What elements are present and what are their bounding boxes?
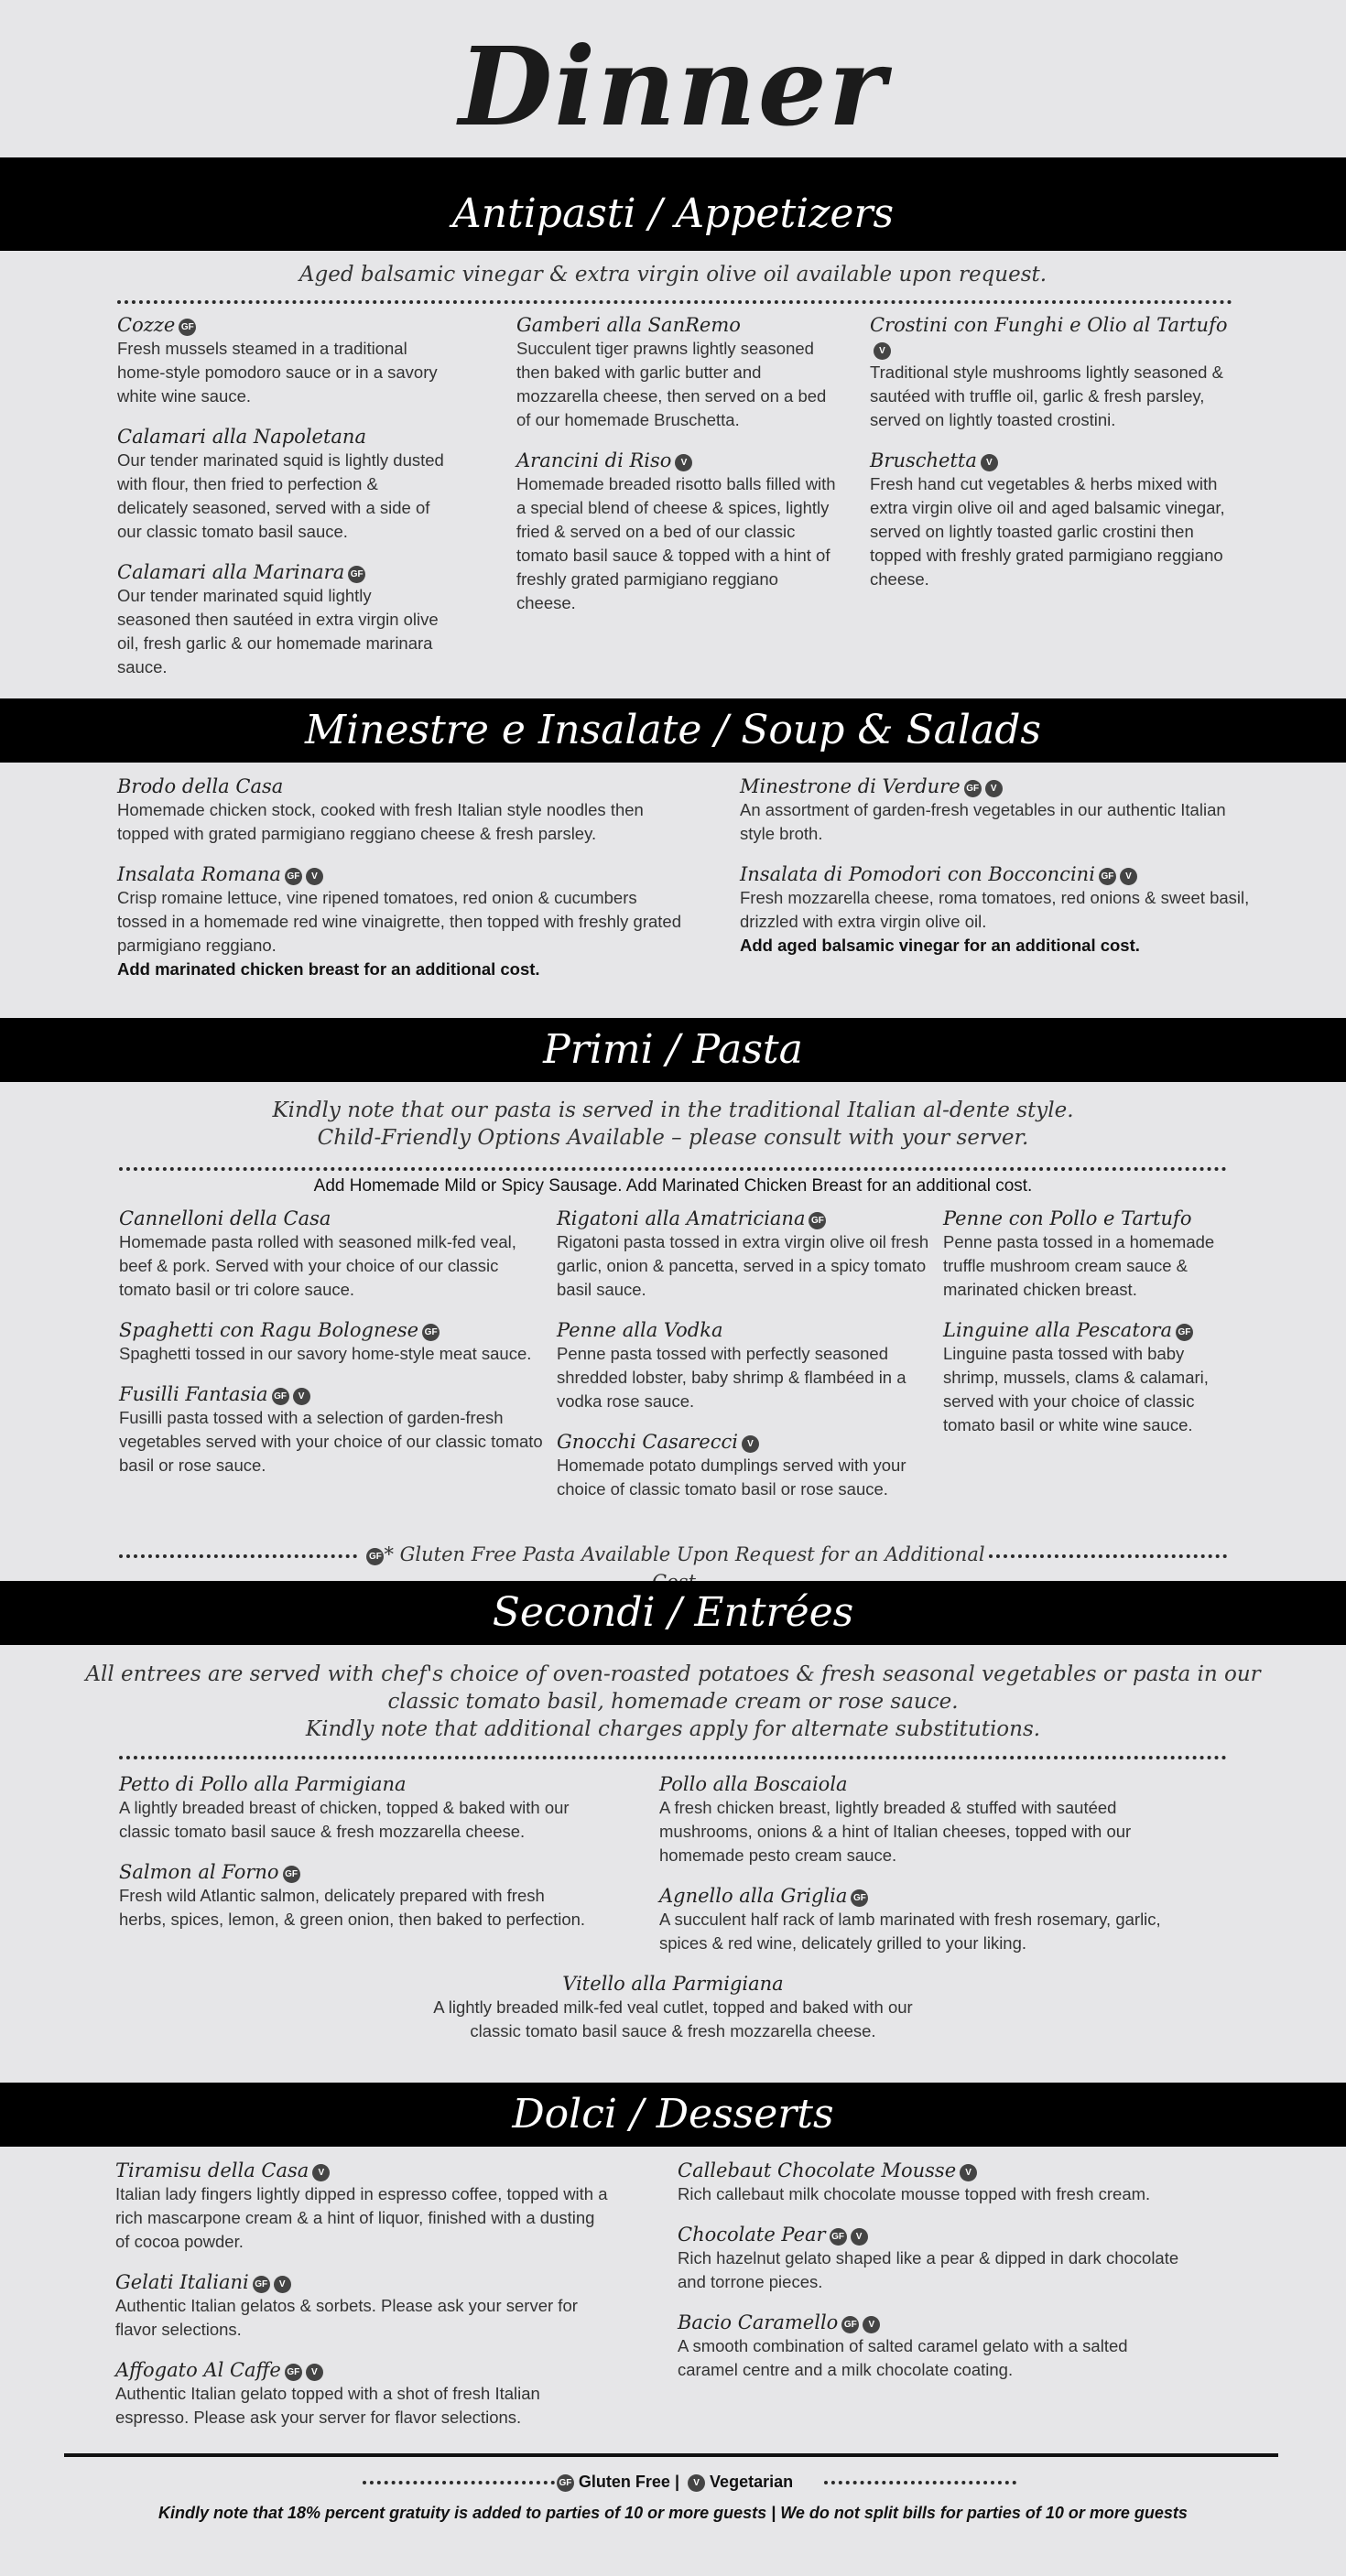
antipasti-heading: Antipasti / Appetizers — [0, 157, 1346, 251]
gluten-free-icon: GF — [253, 2276, 270, 2293]
gratuity-notice: Kindly note that 18% percent gratuity is added to parties of 10 or more guests | We do not split bills for parties of 10 or more guests — [158, 2504, 1188, 2522]
item-name: Rigatoni alla Amatriciana GF — [557, 1207, 934, 1230]
item-name: Minestrone di Verdure GF V — [740, 774, 1253, 798]
minestre-col-1 — [117, 774, 685, 998]
vegetarian-icon: V — [874, 342, 891, 360]
menu-item — [119, 1382, 549, 1477]
menu-item — [516, 313, 837, 432]
item-description: Homemade pasta rolled with seasoned milk-fed veal, beef & pork. Served with your choice of our classic tomato basil or tri colore sauce. — [119, 1232, 516, 1299]
menu-item — [115, 2270, 610, 2342]
item-name: Tiramisu della Casa V — [115, 2159, 610, 2182]
item-description: Homemade breaded risotto balls filled with a special blend of cheese & spices, lightly fried & served on a bed of our classic tomato basil sauce & topped with a hint of freshly grated parmigiano reggiano cheese. — [516, 474, 836, 612]
menu-item — [115, 2159, 610, 2254]
menu-item — [678, 2311, 1190, 2382]
item-name: Crostini con Funghi e Olio al TartufoV — [870, 313, 1236, 361]
item-description: Fresh wild Atlantic salmon, delicately prepared with fresh herbs, spices, lemon, & green onion, then baked to perfection. — [119, 1886, 586, 1929]
item-description: Rich hazelnut gelato shaped like a pear & dipped in dark chocolate and torrone pieces. — [678, 2248, 1179, 2291]
item-description: Penne pasta tossed in a homemade truffle mushroom cream sauce & marinated chicken breast. — [943, 1232, 1215, 1299]
antipasti-note: Aged balsamic vinegar & extra virgin olive oil available upon request. — [299, 263, 1047, 287]
dotted-divider — [119, 1554, 357, 1558]
item-name: Affogato Al Caffe GF V — [115, 2358, 610, 2382]
menu-item — [740, 774, 1253, 846]
vegetarian-icon: V — [985, 780, 1003, 797]
gluten-free-icon: GF — [285, 868, 302, 885]
dotted-divider — [824, 2481, 1016, 2484]
item-name: Calamari alla Marinara GF — [117, 560, 447, 584]
primi-heading: Primi / Pasta — [0, 1018, 1346, 1082]
vegetarian-icon: V — [851, 2228, 868, 2246]
item-name: Penne alla Vodka — [557, 1319, 723, 1341]
menu-title: Dinner — [459, 23, 887, 150]
gluten-free-icon: GF — [348, 566, 365, 583]
primi-addon-text: Add Homemade Mild or Spicy Sausage. Add Marinated Chicken Breast for an additional cost. — [313, 1176, 1033, 1196]
legend-gluten-free: Gluten Free — [578, 2473, 670, 2491]
gluten-free-icon: GF — [809, 1212, 826, 1229]
item-name: Agnello alla Griglia GF — [659, 1884, 1190, 1908]
menu-item — [943, 1318, 1236, 1437]
item-name: Chocolate Pear GF V — [678, 2223, 1190, 2246]
gluten-free-icon: GF — [851, 1889, 868, 1907]
item-description: An assortment of garden-fresh vegetables in our authentic Italian style broth. — [740, 800, 1226, 843]
vegetarian-icon: V — [742, 1435, 759, 1453]
item-description: A fresh chicken breast, lightly breaded & stuffed with sautéed mushrooms, onions & a hint of Italian cheeses, topped with our homemade pesto cream sauce. — [659, 1798, 1132, 1865]
gluten-free-icon: GF — [557, 2474, 574, 2492]
menu-item — [557, 1430, 934, 1501]
primi-col-3 — [943, 1207, 1236, 1454]
item-name: Brodo della Casa — [117, 775, 284, 797]
item-description: Authentic Italian gelatos & sorbets. Please ask your server for flavor selections. — [115, 2296, 578, 2339]
vegetarian-icon: V — [293, 1388, 310, 1405]
item-description: Linguine pasta tossed with baby shrimp, mussels, clams & calamari, served with your choice of classic tomato basil or white wine sauce. — [943, 1344, 1209, 1434]
dotted-divider — [119, 1756, 1227, 1759]
primi-note-1: Kindly note that our pasta is served in the traditional Italian al-dente style. — [272, 1099, 1074, 1122]
menu-item — [870, 313, 1236, 432]
item-description: Fusilli pasta tossed with a selection of garden-fresh vegetables served with your choice of our classic tomato basil or rose sauce. — [119, 1408, 543, 1475]
dotted-divider — [117, 300, 1232, 304]
menu-item — [119, 1772, 595, 1844]
item-name: Spaghetti con Ragu Bolognese GF — [119, 1318, 549, 1342]
menu-item — [119, 1860, 595, 1932]
item-description: Authentic Italian gelato topped with a shot of fresh Italian espresso. Please ask your server for flavor selections. — [115, 2384, 540, 2427]
menu-item — [557, 1318, 934, 1413]
dolci-col-2 — [678, 2159, 1190, 2398]
item-description: Fresh mozzarella cheese, roma tomatoes, red onions & sweet basil, drizzled with extra virgin olive oil. — [740, 888, 1250, 931]
vegetarian-icon: V — [306, 2364, 323, 2381]
item-description: Our tender marinated squid is lightly dusted with flour, then fried to perfection & delicately seasoned, served with a side of our classic tomato basil sauce. — [117, 450, 444, 541]
gluten-free-icon: GF — [285, 2364, 302, 2381]
gluten-free-icon: GF — [841, 2316, 859, 2333]
footer-rule — [64, 2453, 1278, 2457]
item-description: Penne pasta tossed with perfectly seasoned shredded lobster, baby shrimp & flambéed in a vodka rose sauce. — [557, 1344, 906, 1411]
secondi-note-3: Kindly note that additional charges apply for alternate substitutions. — [305, 1717, 1041, 1741]
minestre-heading: Minestre e Insalate / Soup & Salads — [0, 698, 1346, 763]
primi-col-2 — [557, 1207, 934, 1518]
item-name: Gnocchi Casarecci V — [557, 1430, 934, 1454]
item-description: Fresh mussels steamed in a traditional home-style pomodoro sauce or in a savory white wine sauce. — [117, 339, 438, 406]
secondi-col-2 — [659, 1772, 1190, 1972]
item-name: Pollo alla Boscaiola — [659, 1773, 848, 1795]
badge-legend — [0, 2470, 1346, 2494]
item-name: Petto di Pollo alla Parmigiana — [119, 1773, 407, 1795]
item-name: Fusilli Fantasia GF V — [119, 1382, 549, 1406]
gluten-free-icon: GF — [283, 1866, 300, 1883]
gluten-free-icon: GF — [1176, 1324, 1193, 1341]
antipasti-col-2 — [516, 313, 837, 632]
menu-item — [740, 862, 1253, 958]
item-name: Cozze GF — [117, 313, 447, 337]
primi-col-1 — [119, 1207, 549, 1494]
item-description: Crisp romaine lettuce, vine ripened tomatoes, red onion & cucumbers tossed in a homemade red wine vinaigrette, then topped with freshly grated parmigiano reggiano. — [117, 888, 682, 955]
item-addon: Add aged balsamic vinegar for an additional cost. — [740, 936, 1140, 955]
gluten-free-icon: GF — [1099, 868, 1116, 885]
menu-item — [117, 313, 447, 408]
vegetarian-icon: V — [274, 2276, 291, 2293]
menu-item — [117, 862, 685, 981]
gluten-free-pasta-note: GF * Gluten Free Pasta Available Upon Request for an Additional — [363, 1541, 985, 1596]
gluten-free-icon: GF — [964, 780, 982, 797]
gluten-free-icon: GF — [272, 1388, 289, 1405]
item-description: A lightly breaded milk-fed veal cutlet, topped and baked with our classic tomato basil sauce & fresh mozzarella cheese. — [433, 1997, 913, 2040]
vegetarian-icon: V — [312, 2164, 330, 2181]
secondi-note-2: classic tomato basil, homemade cream or rose sauce. — [387, 1690, 959, 1714]
vegetarian-icon: V — [675, 454, 692, 471]
menu-item — [943, 1207, 1236, 1302]
gluten-free-icon: GF — [422, 1324, 440, 1341]
item-description: Spaghetti tossed in our savory home-style meat sauce. — [119, 1344, 532, 1363]
legend-separator: | — [674, 2473, 680, 2491]
secondi-heading: Secondi / Entrées — [0, 1581, 1346, 1645]
gluten-free-icon: GF — [830, 2228, 847, 2246]
item-description: Rich callebaut milk chocolate mousse topped with fresh cream. — [678, 2184, 1151, 2203]
vegetarian-icon: V — [981, 454, 998, 471]
item-description: A smooth combination of salted caramel gelato with a salted caramel centre and a milk chocolate coating. — [678, 2336, 1128, 2379]
item-name: Cannelloni della Casa — [119, 1207, 331, 1229]
menu-item — [115, 2358, 610, 2430]
minestre-col-2 — [740, 774, 1253, 974]
item-addon: Add marinated chicken breast for an additional cost. — [117, 959, 540, 979]
menu-item — [659, 1884, 1190, 1955]
item-name: Insalata Romana GF V — [117, 862, 685, 886]
dotted-divider — [989, 1554, 1227, 1558]
item-description: Succulent tiger prawns lightly seasoned then baked with garlic butter and mozzarella cheese, then served on a bed of our homemade Bruschetta. — [516, 339, 827, 429]
menu-item — [119, 1318, 549, 1366]
item-name: Gelati Italiani GF V — [115, 2270, 610, 2294]
item-description: Italian lady fingers lightly dipped in espresso coffee, topped with a rich mascarpone cream & a hint of liquor, finished with a dusting of cocoa powder. — [115, 2184, 608, 2251]
menu-item — [117, 774, 685, 846]
item-description: Fresh hand cut vegetables & herbs mixed with extra virgin olive oil and aged balsamic vinegar, served on lightly toasted garlic crostini then topped with freshly grated parmigiano reggiano cheese. — [870, 474, 1225, 589]
menu-item — [516, 449, 837, 615]
menu-item — [117, 560, 447, 679]
menu-item — [119, 1207, 549, 1302]
menu-item — [678, 2159, 1190, 2206]
legend-vegetarian: Vegetarian — [710, 2473, 794, 2491]
vegetarian-icon: V — [688, 2474, 705, 2492]
item-name: Calamari alla Napoletana — [117, 426, 366, 448]
antipasti-col-3 — [870, 313, 1236, 608]
item-description: Our tender marinated squid lightly seasoned then sautéed in extra virgin olive oil, fresh garlic & our homemade marinara sauce. — [117, 586, 439, 676]
secondi-col-1 — [119, 1772, 595, 1948]
dolci-col-1 — [115, 2159, 610, 2446]
secondi-center — [421, 1972, 925, 2060]
gluten-free-icon: GF — [179, 319, 196, 336]
primi-note-2: Child-Friendly Options Available – please consult with your server. — [317, 1126, 1029, 1150]
dolci-heading: Dolci / Desserts — [0, 2083, 1346, 2147]
vegetarian-icon: V — [306, 868, 323, 885]
vegetarian-icon: V — [1120, 868, 1137, 885]
secondi-note-1: All entrees are served with chef's choice of oven-roasted potatoes & fresh seasonal vegetables or pasta in our — [85, 1662, 1261, 1686]
item-name: Bruschetta V — [870, 449, 1236, 472]
item-description: Homemade potato dumplings served with your choice of classic tomato basil or rose sauce. — [557, 1456, 906, 1499]
item-name: Callebaut Chocolate Mousse V — [678, 2159, 1190, 2182]
gluten-free-icon: GF — [366, 1548, 384, 1565]
item-name: Bacio Caramello GF V — [678, 2311, 1190, 2334]
item-name: Gamberi alla SanRemo — [516, 314, 741, 336]
vegetarian-icon: V — [863, 2316, 880, 2333]
item-description: A succulent half rack of lamb marinated with fresh rosemary, garlic, spices & red wine, delicately grilled to your liking. — [659, 1910, 1161, 1953]
antipasti-col-1 — [117, 313, 447, 696]
item-description: Traditional style mushrooms lightly seasoned & sautéed with truffle oil, garlic & fresh parsley, served on lightly toasted crostini. — [870, 363, 1223, 429]
item-name: Arancini di Riso V — [516, 449, 837, 472]
item-description: A lightly breaded breast of chicken, topped & baked with our classic tomato basil sauce & fresh mozzarella cheese. — [119, 1798, 570, 1841]
item-name: Insalata di Pomodori con Bocconcini GF V — [740, 862, 1253, 886]
item-name: Vitello alla Parmigiana — [562, 1973, 784, 1995]
menu-item — [659, 1772, 1190, 1867]
menu-item — [421, 1972, 925, 2043]
item-name: Linguine alla Pescatora GF — [943, 1318, 1236, 1342]
item-description: Rigatoni pasta tossed in extra virgin olive oil fresh garlic, onion & pancetta, served in a spicy tomato basil sauce. — [557, 1232, 929, 1299]
menu-item — [678, 2223, 1190, 2294]
menu-item — [557, 1207, 934, 1302]
dotted-divider — [119, 1167, 1227, 1171]
menu-item — [117, 425, 447, 544]
menu-item — [870, 449, 1236, 591]
item-description: Homemade chicken stock, cooked with fresh Italian style noodles then topped with grated parmigiano reggiano cheese & fresh parsley. — [117, 800, 644, 843]
item-name: Penne con Pollo e Tartufo — [943, 1207, 1192, 1229]
vegetarian-icon: V — [960, 2164, 977, 2181]
item-name: Salmon al Forno GF — [119, 1860, 595, 1884]
